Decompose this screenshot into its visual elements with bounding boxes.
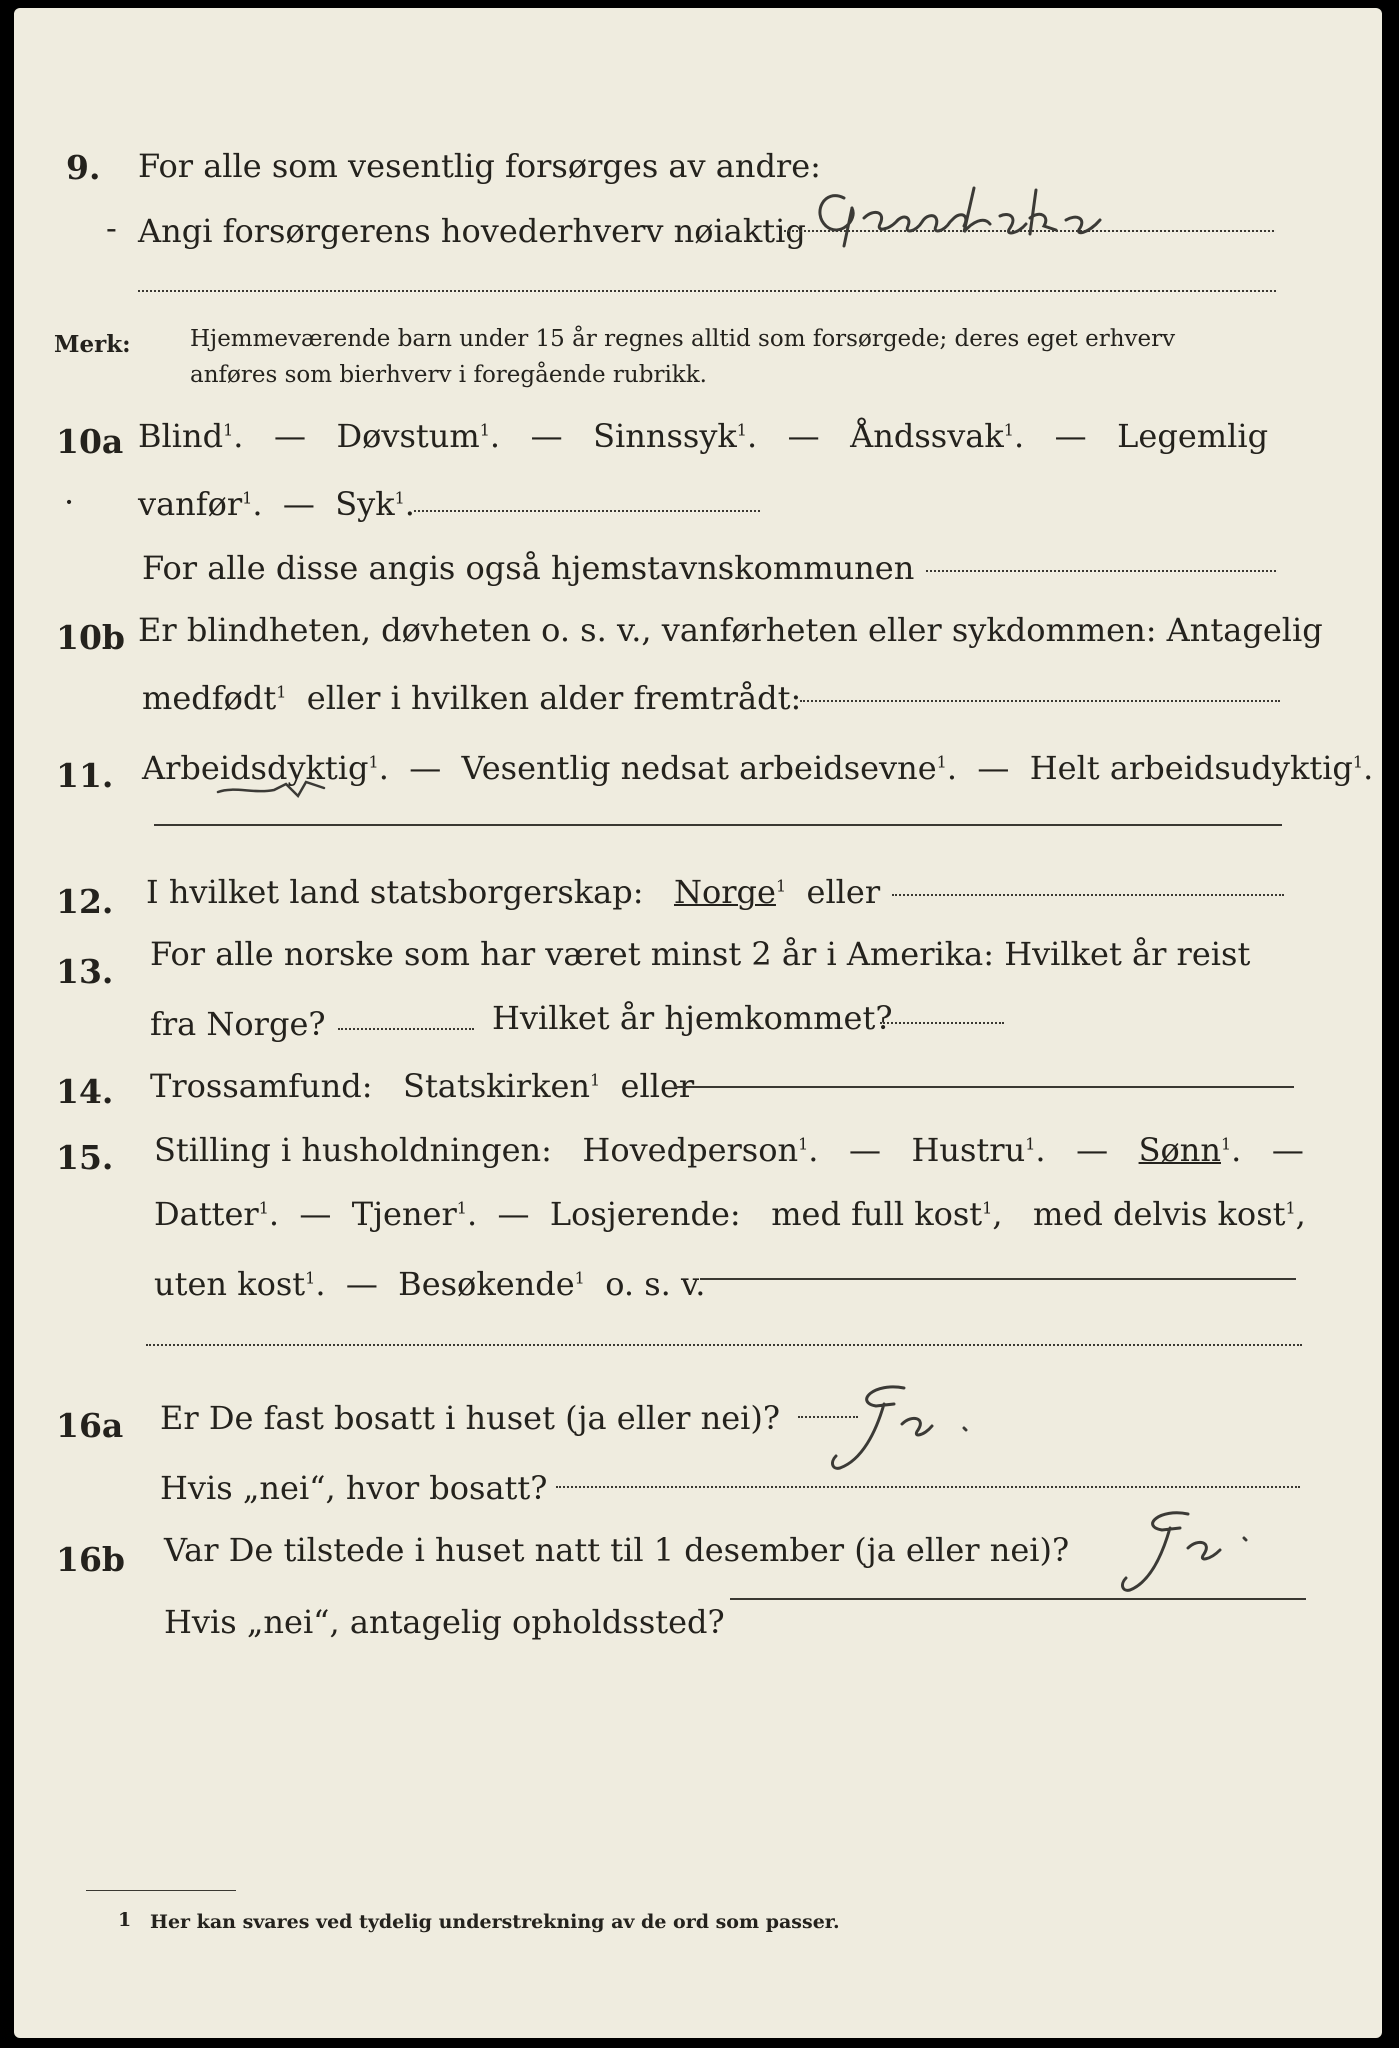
q16b-handwritten-answer <box>1104 1498 1274 1608</box>
footnote-rule <box>86 1890 236 1891</box>
q10a-line3: For alle disse angis også hjemstavnskommunen <box>142 549 915 587</box>
q13-fra-line[interactable] <box>338 1028 474 1030</box>
q13-hjem: Hvilket år hjemkommet? <box>492 999 893 1037</box>
q13-hjem-line[interactable] <box>880 1022 1004 1024</box>
q10a-margin-mark: · <box>64 483 75 521</box>
q15-datter[interactable]: Datter <box>154 1195 259 1233</box>
q15-line3: uten kost$^1$. — Besøkende$^1$ o. s. v. <box>154 1265 706 1303</box>
q15-hustru[interactable]: Hustru <box>911 1131 1026 1169</box>
footnote-text: Her kan svares ved tydelig understrekning av de ord som passer. <box>150 1911 840 1933</box>
q16b-answer-line[interactable] <box>730 1598 1306 1600</box>
q11-udyktig[interactable]: Helt arbeidsudyktig <box>1029 749 1353 787</box>
q16a-handwritten-answer <box>814 1376 1004 1486</box>
q15-line2: Datter$^1$. — Tjener$^1$. — Losjerende: med full kost$^1$, med delvis kost$^1$, <box>154 1195 1306 1233</box>
q10a-syk-line[interactable] <box>414 510 760 512</box>
q10a-legemlig[interactable]: Legemlig <box>1117 417 1269 455</box>
q15-extra-line[interactable] <box>146 1344 1302 1346</box>
q9-bullet: - <box>106 209 117 247</box>
q12-line: I hvilket land statsborgerskap: Norge$^1$ eller <box>146 873 881 911</box>
q15-sonn[interactable]: Sønn <box>1138 1131 1221 1169</box>
q16b-line2: Hvis „nei“, antagelig opholdssted? <box>164 1603 725 1641</box>
q11-nedsat[interactable]: Vesentlig nedsat arbeidsevne <box>461 749 937 787</box>
q9-extra-line[interactable] <box>138 290 1276 292</box>
q15-uten-kost[interactable]: uten kost <box>154 1265 306 1303</box>
q10b-line2: medfødt$^1$ eller i hvilken alder fremtrådt: <box>142 679 802 717</box>
q15-besokende[interactable]: Besøkende <box>398 1265 575 1303</box>
q12-norge[interactable]: Norge <box>673 873 776 911</box>
q10a-andssvak[interactable]: Åndssvak <box>850 417 1004 455</box>
q10b-line1: Er blindheten, døvheten o. s. v., vanførheten eller sykdommen: Antagelig <box>138 611 1323 649</box>
q11-underline-mark <box>214 774 334 804</box>
q15-number: 15. <box>56 1138 114 1177</box>
q16a-line2: Hvis „nei“, hvor bosatt? <box>160 1469 548 1507</box>
q11-answer-line[interactable] <box>154 824 1282 826</box>
q10a-syk[interactable]: Syk <box>335 485 395 523</box>
q14-number: 14. <box>56 1072 114 1111</box>
q10a-line2: vanfør$^1$. — Syk$^1$. <box>138 485 415 523</box>
q13-fra: fra Norge? <box>150 1005 326 1043</box>
q10a-hjemstavn-line[interactable] <box>926 570 1276 572</box>
q16a-line1: Er De fast bosatt i huset (ja eller nei)? <box>160 1399 781 1437</box>
q10b-answer-line[interactable] <box>800 700 1280 702</box>
q15-line1: Stilling i husholdningen: Hovedperson$^1$. — Hustru$^1$. — Sønn$^1$. — <box>154 1131 1304 1169</box>
q15-answer-line[interactable] <box>700 1278 1296 1280</box>
q11-line1: Arbeidsdyktig$^1$. — Vesentlig nedsat arbeidsevne$^1$. — Helt arbeidsudyktig$^1$. <box>142 749 1374 787</box>
q13-line1: For alle norske som har været minst 2 år i Amerika: Hvilket år reist <box>150 935 1251 973</box>
q16b-line1: Var De tilstede i huset natt til 1 desember (ja eller nei)? <box>164 1531 1070 1569</box>
q10a-blind[interactable]: Blind <box>138 417 224 455</box>
census-form-page <box>14 8 1382 2038</box>
merk-label: Merk: <box>54 331 131 358</box>
q10a-dovstum[interactable]: Døvstum <box>336 417 480 455</box>
q14-line: Trossamfund: Statskirken$^1$ eller <box>150 1067 695 1105</box>
q9-line1: For alle som vesentlig forsørges av andre: <box>138 147 821 185</box>
q10b-number: 10b <box>56 618 125 657</box>
q11-number: 11. <box>56 756 114 795</box>
q14-answer-line[interactable] <box>674 1086 1294 1088</box>
q9-line2: Angi forsørgerens hovederhverv nøiaktig <box>138 212 806 250</box>
q11-arbeidsdyktig[interactable]: Arbeidsdyktig <box>142 749 369 787</box>
q15-hovedperson[interactable]: Hovedperson <box>582 1131 799 1169</box>
q16a-bosatt-line[interactable] <box>556 1486 1300 1488</box>
q9-handwritten-answer <box>804 168 1284 258</box>
q10a-number: 10a <box>56 422 124 461</box>
q12-answer-line[interactable] <box>892 894 1284 896</box>
merk-line2: anføres som bierhverv i foregående rubrikk. <box>190 362 707 388</box>
q10a-vanfor[interactable]: vanfør <box>138 485 243 523</box>
q15-full-kost[interactable]: med full kost <box>771 1195 983 1233</box>
q9-number: 9. <box>66 148 101 187</box>
q16b-number: 16b <box>56 1540 125 1579</box>
q15-delvis-kost[interactable]: med delvis kost <box>1033 1195 1286 1233</box>
q13-number: 13. <box>56 952 114 991</box>
q10a-sinnssyk[interactable]: Sinnssyk <box>593 417 737 455</box>
q10a-line1: Blind$^1$. — Døvstum$^1$. — Sinnssyk$^1$. — Åndssvak$^1$. — Legemlig <box>138 417 1269 455</box>
q16a-number: 16a <box>56 1406 124 1445</box>
q10b-medfodt[interactable]: medfødt <box>142 679 277 717</box>
q15-tjener[interactable]: Tjener <box>351 1195 457 1233</box>
merk-line1: Hjemmeværende barn under 15 år regnes alltid som forsørgede; deres eget erhverv <box>190 326 1176 352</box>
q12-number: 12. <box>56 882 114 921</box>
q14-statskirken[interactable]: Statskirken <box>403 1067 591 1105</box>
footnote-mark: 1 <box>118 1909 132 1931</box>
